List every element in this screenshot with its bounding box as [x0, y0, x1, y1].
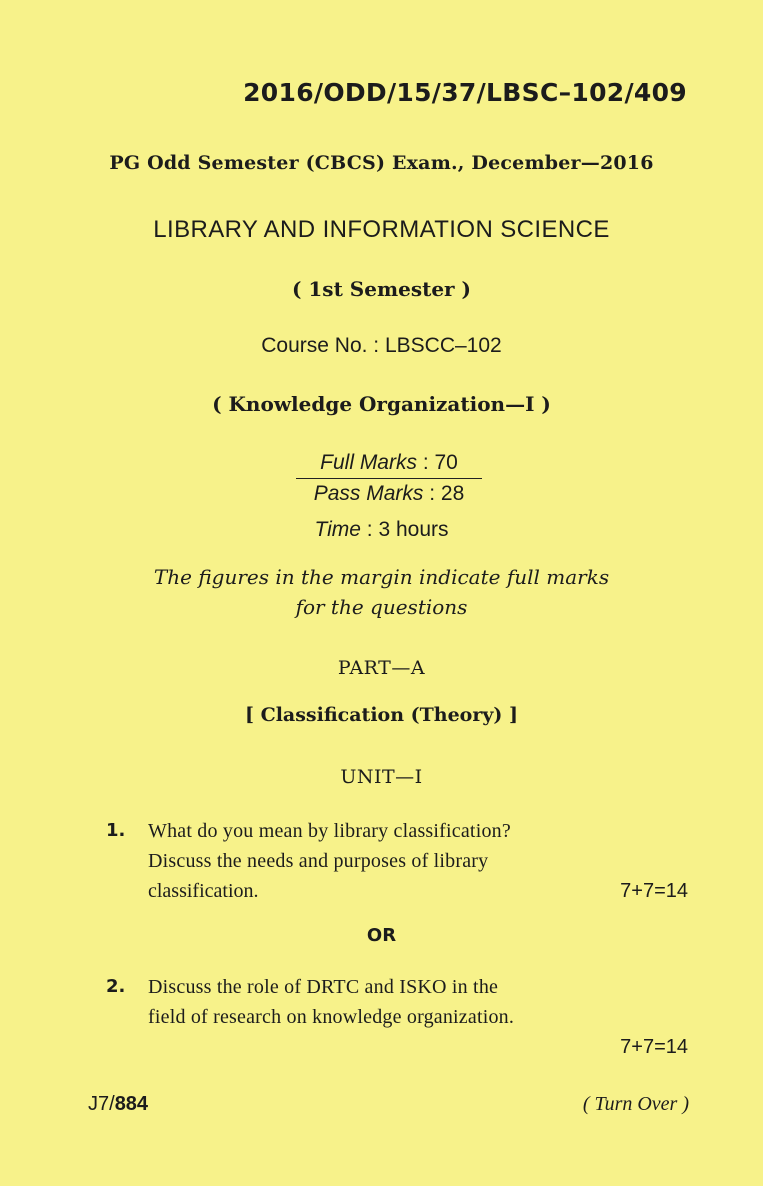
full-marks-value: : 70	[416, 451, 458, 474]
instruction-line-2: for the questions	[295, 595, 468, 619]
time-label: Time	[314, 518, 361, 541]
question-line: Discuss the role of DRTC and ISKO in the	[148, 976, 499, 998]
instruction-text	[0, 562, 763, 622]
unit-heading: UNIT—I	[340, 766, 423, 788]
footer-code-prefix: J7/	[88, 1093, 115, 1115]
or-separator: OR	[366, 925, 397, 946]
question-line: Discuss the needs and purposes of library	[148, 850, 489, 872]
subject-title: LIBRARY AND INFORMATION SCIENCE	[153, 216, 610, 243]
paper-title: ( Knowledge Organization—I )	[212, 392, 551, 416]
course-number: Course No. : LBSCC–102	[261, 334, 502, 357]
question-2	[106, 972, 688, 1062]
instruction-line-1: The figures in the margin indicate full marks	[153, 565, 610, 589]
pass-marks-value: : 28	[423, 482, 465, 505]
paper-code: 2016/ODD/15/37/LBSC–102/409	[243, 78, 687, 107]
time-row	[0, 518, 763, 542]
question-marks: 7+7=14	[620, 1036, 688, 1058]
question-line: classification.	[148, 880, 259, 902]
time-value: : 3 hours	[360, 518, 449, 541]
full-marks-label: Full Marks	[320, 451, 417, 474]
question-line: What do you mean by library classification?	[148, 820, 511, 842]
footer-code	[88, 1093, 148, 1116]
footer-code-number: 884	[114, 1093, 149, 1115]
semester-label: ( 1st Semester )	[291, 277, 472, 301]
question-last-line	[148, 876, 688, 906]
pass-marks-row	[296, 479, 482, 509]
part-heading: PART—A	[337, 657, 426, 679]
section-heading: [ Classification (Theory) ]	[244, 704, 518, 726]
question-marks: 7+7=14	[620, 880, 688, 902]
turn-over-label: ( Turn Over )	[582, 1093, 689, 1115]
marks-block	[296, 448, 482, 509]
full-marks-row	[296, 448, 482, 479]
question-line: field of research on knowledge organization.	[148, 1006, 515, 1028]
question-1	[106, 816, 688, 906]
question-number: 1.	[106, 820, 126, 841]
pass-marks-label: Pass Marks	[313, 482, 424, 505]
exam-title: PG Odd Semester (CBCS) Exam., December—2016	[109, 152, 654, 174]
question-number: 2.	[106, 976, 126, 997]
